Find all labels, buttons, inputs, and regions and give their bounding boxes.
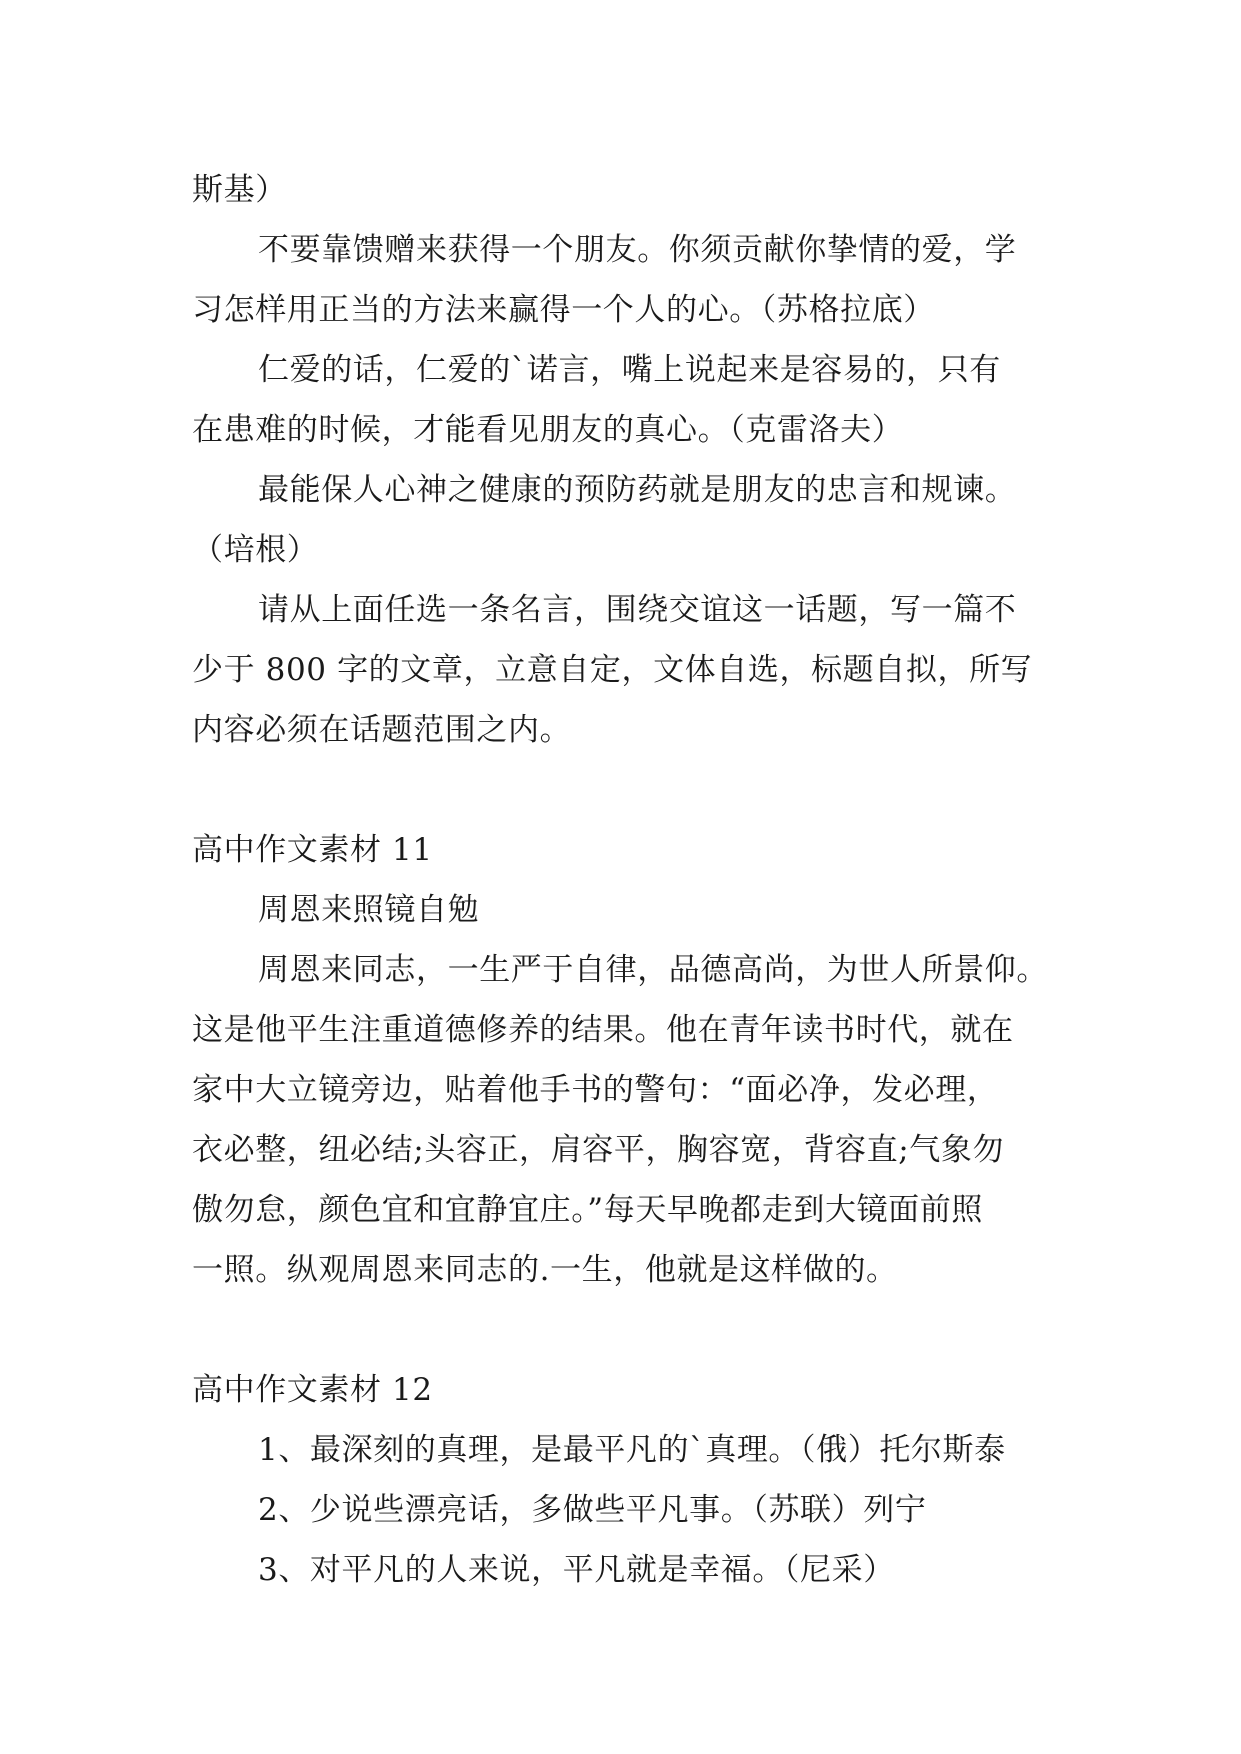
paragraph-line: 最能保人心神之健康的预防药就是朋友的忠言和规谏。 xyxy=(258,472,1017,508)
paragraph-line: 请从上面任选一条名言，围绕交谊这一话题，写一篇不 xyxy=(258,592,1017,628)
paragraph-line: 少于 800 字的文章，立意自定，文体自选，标题自拟，所写 xyxy=(192,652,1033,688)
paragraph-line: 傲勿怠，颜色宜和宜静宜庄。”每天早晚都走到大镜面前照 xyxy=(192,1192,983,1228)
paragraph-line: 斯基） xyxy=(192,172,287,208)
paragraph-line: 习怎样用正当的方法来赢得一个人的心。（苏格拉底） xyxy=(192,292,935,328)
section-heading: 高中作文素材 11 xyxy=(192,832,433,868)
paragraph-line: 衣必整，纽必结;头容正，肩容平，胸容宽，背容直;气象勿 xyxy=(192,1132,1005,1168)
article-title: 周恩来照镜自勉 xyxy=(258,892,480,928)
section-material-11 xyxy=(192,820,1062,1300)
paragraph-line: 在患难的时候，才能看见朋友的真心。（克雷洛夫） xyxy=(192,412,904,448)
paragraph-line: 内容必须在话题范围之内。 xyxy=(192,712,572,748)
paragraph-line: 一照。纵观周恩来同志的.一生，他就是这样做的。 xyxy=(192,1252,898,1288)
list-item: 1、最深刻的真理，是最平凡的`真理。（俄）托尔斯泰 xyxy=(258,1432,1006,1468)
section-heading: 高中作文素材 12 xyxy=(192,1372,433,1408)
list-item: 3、对平凡的人来说，平凡就是幸福。（尼采） xyxy=(258,1552,895,1588)
list-item: 2、少说些漂亮话，多做些平凡事。（苏联）列宁 xyxy=(258,1492,927,1528)
paragraph-line: 不要靠馈赠来获得一个朋友。你须贡献你挚情的爱，学 xyxy=(258,232,1017,268)
paragraph-line: 家中大立镜旁边，贴着他手书的警句：“面必净，发必理， xyxy=(192,1072,999,1108)
document-page xyxy=(192,160,1062,1600)
paragraph-line: 仁爱的话，仁爱的`诺言，嘴上说起来是容易的，只有 xyxy=(258,352,1001,388)
section-friendship-quotes xyxy=(192,160,1062,760)
paragraph-line: 周恩来同志，一生严于自律，品德高尚，为世人所景仰。 xyxy=(258,952,1048,988)
paragraph-line: 这是他平生注重道德修养的结果。他在青年读书时代，就在 xyxy=(192,1012,1014,1048)
paragraph-line: （培根） xyxy=(192,532,319,568)
section-material-12 xyxy=(192,1360,1062,1600)
